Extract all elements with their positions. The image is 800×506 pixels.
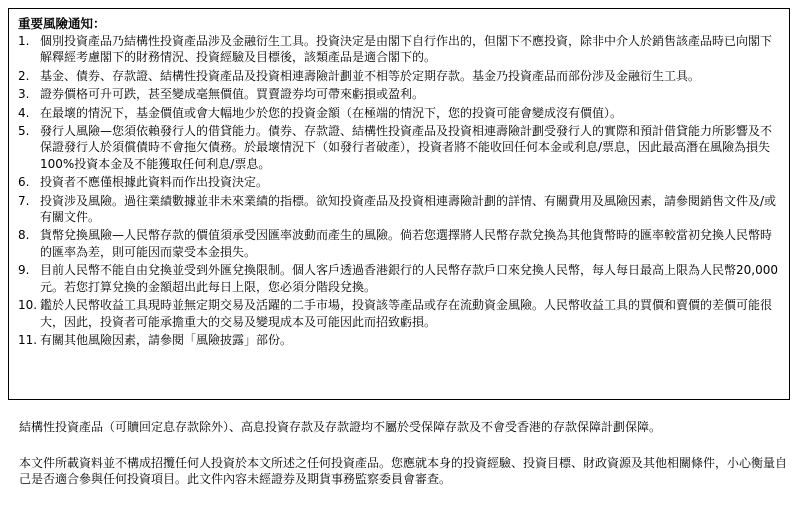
list-item <box>18 193 779 226</box>
item-number: 11. <box>18 332 38 347</box>
item-number: 2. <box>18 68 30 83</box>
list-item <box>18 262 779 295</box>
item-text: 投資涉及風險。過往業績數據並非未來業績的指標。欲知投資產品及投資相連壽險計劃的詳情、有關費用及風險因素，請參閱銷售文件及/或有關文件。 <box>40 193 777 225</box>
item-text: 投資者不應僅根據此資料而作出投資決定。 <box>40 175 269 190</box>
item-number: 5. <box>18 124 30 139</box>
item-text: 個別投資產品乃結構性投資產品涉及金融衍生工具。投資決定是由閣下自行作出的，但閣下不應投資，除非中介人於銷售該產品時已向閣下解釋經考慮閣下的財務情況、投資經驗及目標後，該類產品是適合閣下的。 <box>40 34 773 65</box>
deposit-protection-paragraph: 結構性投資產品（可贖回定息存款除外）、高息投資存款及存款證均不屬於受保障存款及不會受香港的存款保障計劃保障。 <box>19 420 662 434</box>
item-text: 基金、債券、存款證、結構性投資產品及投資相連壽險計劃並不相等於定期存款。基金乃投資產品而部份涉及金融衍生工具。 <box>40 68 701 83</box>
item-text: 有關其他風險因素，請參閱「風險披露」部份。 <box>40 332 293 347</box>
item-text: 目前人民幣不能自由兌換並受到外匯兌換限制。個人客戶透過香港銀行的人民幣存款戶口來兌換人民幣，每人每日最高上限為人民幣20,000元。若您打算兌換的金額超出此每日上限，您必須分階段兌換。 <box>40 263 778 294</box>
list-item <box>18 86 779 102</box>
list-item <box>18 227 779 260</box>
notice-title: 重要風險通知： <box>18 16 106 31</box>
item-text: 發行人風險—您須依賴發行人的借貸能力。債券、存款證、結構性投資產品及投資相連壽險計劃受發行人的實際和預計借貸能力所影響及不保證發行人於須償債時不會拖欠債務。於最壞情況下（如發行者破產），投資者將不能收回任何本金或利息/票息，因此最高潛在風險為損失100%投資本金及不能獲取任何利息/票息。 <box>40 124 773 171</box>
item-text: 鑑於人民幣收益工具現時並無定期交易及活躍的二手市場，投資該等產品或存在流動資金風險。人民幣收益工具的買價和賣價的差價可能很大，因此，投資者可能承擔重大的交易及變現成本及可能因此而招致虧損。 <box>40 298 773 329</box>
item-number: 6. <box>18 175 30 190</box>
item-text: 證券價格可升可跌，甚至變成毫無價值。買賣證券均可帶來虧損或盈利。 <box>40 87 425 102</box>
disclaimer-paragraph: 本文件所載資料並不構成招攬任何人投資於本文所述之任何投資產品。您應就本身的投資經驗、投資目標、財政資源及其他相關條件，小心衡量自己是否適合參與任何投資項目。此文件內容未經證券及期貨事務監察委員會審查。 <box>19 456 788 486</box>
item-number: 10. <box>18 298 38 313</box>
list-item <box>18 332 779 348</box>
item-number: 8. <box>18 228 30 243</box>
list-item <box>18 33 779 66</box>
list-item <box>18 174 779 190</box>
list-item <box>18 68 779 84</box>
item-number: 4. <box>18 105 30 120</box>
list-item <box>18 123 779 172</box>
item-number: 7. <box>18 193 30 208</box>
list-item <box>18 297 779 330</box>
item-number: 1. <box>18 34 30 48</box>
item-text: 在最壞的情況下，基金價值或會大幅地少於您的投資金額（在極端的情況下，您的投資可能會變成沒有價值）。 <box>40 105 623 120</box>
list-item <box>18 105 779 121</box>
item-number: 3. <box>18 87 30 102</box>
risk-list <box>18 33 779 348</box>
item-number: 9. <box>18 263 30 278</box>
risk-notice-box <box>8 8 790 400</box>
item-text: 貨幣兌換風險—人民幣存款的價值須承受因匯率波動而產生的風險。倘若您選擇將人民幣存款兌換為其他貨幣時的匯率較當初兌換人民幣時的匯率為差，則可能因而蒙受本金損失。 <box>40 228 773 259</box>
